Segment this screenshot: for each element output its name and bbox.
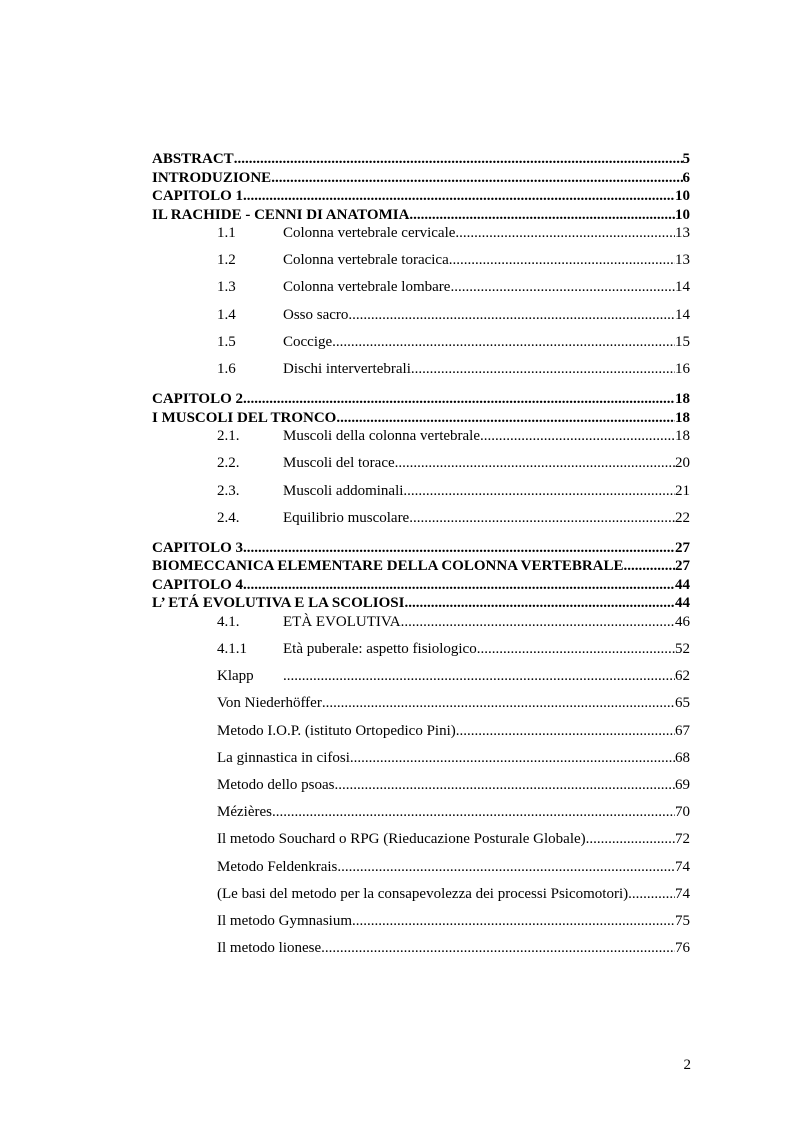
toc-dot-leader [352, 912, 675, 931]
toc-dot-leader [409, 509, 675, 528]
toc-entry-page: 67 [675, 722, 690, 739]
toc-entry[interactable] [152, 224, 690, 251]
toc-entry[interactable] [152, 409, 690, 428]
toc-entry-page: 21 [675, 482, 690, 499]
toc-entry-page: 72 [675, 831, 690, 848]
toc-entry-page: 70 [675, 804, 690, 821]
page-number: 2 [683, 1057, 691, 1073]
toc-entry-page: 18 [675, 409, 690, 426]
toc-entry-page: 13 [675, 225, 690, 241]
toc-entry[interactable] [152, 667, 690, 694]
toc-dot-leader [449, 251, 675, 270]
toc-entry-page: 27 [675, 539, 690, 556]
toc-entry-number: 2.1. [217, 428, 240, 445]
toc-entry-page: 18 [675, 391, 690, 408]
toc-dot-leader [243, 390, 675, 409]
toc-entry[interactable] [152, 539, 690, 558]
toc-dot-leader [243, 187, 675, 206]
toc-entry-page: 76 [675, 940, 690, 957]
toc-entry[interactable] [152, 251, 690, 278]
toc-entry-number: 1.2 [217, 252, 236, 269]
toc-dot-leader [350, 749, 675, 768]
toc-entry-page: 27 [675, 558, 690, 575]
toc-entry-page: 18 [675, 428, 690, 445]
toc-entry-number: 1.1 [217, 225, 236, 241]
toc-entry-number: 1.3 [217, 279, 236, 296]
toc-entry-page: 20 [675, 455, 690, 472]
toc-dot-leader [409, 206, 675, 225]
toc-entry-title: Metodo dello psoas [217, 777, 335, 793]
toc-entry-title: Muscoli del torace [283, 455, 395, 472]
toc-entry-title: CAPITOLO 2 [152, 391, 243, 408]
toc-entry[interactable] [152, 509, 690, 536]
toc-entry-title: (Le basi del metodo per la consapevolezza dei processi Psicomotori) [217, 885, 629, 902]
toc-dot-leader [456, 722, 675, 741]
toc-entry-page: 62 [675, 668, 690, 685]
toc-entry-page: 6 [682, 169, 690, 186]
toc-entry-title: Equilibrio muscolare [283, 509, 410, 526]
toc-entry-title: Il metodo lionese [217, 940, 322, 957]
toc-entry-title: CAPITOLO 1 [152, 188, 243, 204]
toc-entry[interactable] [152, 557, 690, 576]
toc-entry-page: 65 [675, 695, 690, 712]
toc-dot-leader [480, 427, 675, 446]
toc-entry-title: Metodo I.O.P. (istituto Ortopedico Pini) [217, 722, 456, 739]
toc-entry[interactable] [152, 613, 690, 640]
toc-dot-leader [586, 830, 675, 849]
toc-entry[interactable] [152, 187, 690, 206]
toc-entry-title: Metodo Feldenkrais [217, 858, 338, 875]
toc-dot-leader [335, 776, 676, 795]
toc-dot-leader [336, 409, 675, 428]
toc-entry[interactable] [152, 776, 690, 803]
toc-entry-page: 5 [682, 151, 690, 167]
toc-entry[interactable] [152, 640, 690, 667]
toc-entry-title: INTRODUZIONE [152, 169, 272, 186]
toc-dot-leader [401, 613, 675, 632]
toc-dot-leader [322, 694, 675, 713]
toc-entry-title: Von Niederhöffer [217, 695, 322, 712]
toc-entry[interactable] [152, 206, 690, 225]
toc-dot-leader [450, 278, 675, 297]
toc-entry-title: ETÀ EVOLUTIVA [283, 613, 401, 630]
toc-entry[interactable] [152, 169, 690, 188]
toc-dot-leader [272, 803, 675, 822]
toc-entry-title: L’ ETÁ EVOLUTIVA E LA SCOLIOSI [152, 595, 405, 612]
toc-entry-title: BIOMECCANICA ELEMENTARE DELLA COLONNA VERTEBRALE [152, 558, 624, 575]
toc-entry[interactable] [152, 360, 690, 387]
toc-entry-page: 46 [675, 613, 690, 630]
toc-entry-title: Muscoli addominali [283, 482, 404, 499]
toc-entry-number: 2.3. [217, 482, 240, 499]
toc-entry-page: 44 [675, 576, 690, 593]
toc-entry-number: 1.4 [217, 306, 236, 323]
toc-entry-title: Coccige [283, 333, 333, 350]
toc-dot-leader [455, 224, 675, 243]
toc-dot-leader [337, 858, 675, 877]
toc-entry-title: CAPITOLO 4 [152, 576, 243, 593]
toc-entry-number: Klapp [217, 668, 254, 685]
toc-entry-title: Muscoli della colonna vertebrale [283, 428, 481, 445]
toc-dot-leader [243, 576, 675, 595]
toc-entry-title: Colonna vertebrale toracica [283, 252, 449, 269]
toc-dot-leader [234, 150, 683, 169]
toc-dot-leader [243, 539, 675, 558]
toc-entry-page: 69 [675, 777, 690, 793]
toc-entry-page: 52 [675, 641, 690, 658]
toc-entry[interactable] [152, 594, 690, 613]
toc-entry[interactable] [152, 150, 690, 169]
toc-entry-page: 75 [675, 912, 690, 929]
toc-dot-leader [411, 360, 675, 379]
toc-entry-number: 4.1.1 [217, 641, 247, 658]
toc-entry-page: 14 [675, 306, 690, 323]
toc-entry-title: Il metodo Souchard o RPG (Rieducazione Posturale Globale) [217, 831, 586, 848]
toc-entry[interactable] [152, 278, 690, 305]
toc-entry-number: 2.2. [217, 455, 240, 472]
toc-entry[interactable] [152, 830, 690, 857]
toc-entry[interactable] [152, 333, 690, 360]
toc-entry[interactable] [152, 722, 690, 749]
toc-entry-number: 2.4. [217, 509, 240, 526]
toc-dot-leader [271, 169, 682, 188]
toc-entry-title: Mézières [217, 804, 272, 821]
toc-entry-page: 68 [675, 749, 690, 766]
toc-entry[interactable] [152, 803, 690, 830]
toc-entry-title: Colonna vertebrale cervicale [283, 225, 456, 241]
toc-entry[interactable] [152, 912, 690, 939]
toc-entry-page: 10 [675, 206, 690, 223]
toc-entry[interactable] [152, 306, 690, 333]
toc-entry[interactable] [152, 427, 690, 454]
toc-dot-leader [348, 306, 675, 325]
toc-entry-title: Colonna vertebrale lombare [283, 279, 451, 296]
toc-entry[interactable] [152, 749, 690, 776]
toc-dot-leader [332, 333, 675, 352]
toc-entry-number: 1.6 [217, 360, 236, 377]
toc-entry-title: Il metodo Gymnasium [217, 912, 352, 929]
toc-dot-leader [395, 454, 675, 473]
toc-entry-number: 1.5 [217, 333, 236, 350]
toc-entry-page: 44 [675, 595, 690, 612]
toc-dot-leader [624, 557, 675, 576]
toc-entry-page: 10 [675, 188, 690, 204]
toc-entry-title: Età puberale: aspetto fisiologico [283, 641, 477, 658]
toc-entry[interactable] [152, 390, 690, 409]
toc-entry-page: 74 [675, 885, 690, 902]
toc-entry-title: IL RACHIDE - CENNI DI ANATOMIA [152, 206, 410, 223]
toc-entry[interactable] [152, 694, 690, 721]
toc-entry-title: Osso sacro [283, 306, 349, 323]
toc-entry-page: 13 [675, 252, 690, 269]
toc-entry-page: 16 [675, 360, 690, 377]
toc-dot-leader [404, 594, 675, 613]
toc-dot-leader [477, 640, 675, 659]
toc-entry-page: 22 [675, 509, 690, 526]
toc-dot-leader [403, 482, 675, 501]
toc-dot-leader [321, 939, 675, 958]
toc-entry-page: 15 [675, 333, 690, 350]
toc-entry-title: ABSTRACT [152, 151, 234, 167]
toc-entry-title: Dischi intervertebrali [283, 360, 411, 377]
toc-dot-leader [628, 885, 675, 904]
toc-entry[interactable] [152, 454, 690, 481]
toc-entry-page: 14 [675, 279, 690, 296]
toc-entry-title: CAPITOLO 3 [152, 539, 243, 556]
toc-entry-title: La ginnastica in cifosi [217, 749, 350, 766]
toc-entry-title: I MUSCOLI DEL TRONCO [152, 409, 337, 426]
toc-dot-leader [283, 667, 675, 686]
toc-entry[interactable] [152, 885, 690, 912]
toc-entry[interactable] [152, 482, 690, 509]
table-of-contents [152, 150, 690, 966]
toc-entry[interactable] [152, 576, 690, 595]
toc-entry-number: 4.1. [217, 613, 240, 630]
toc-entry[interactable] [152, 858, 690, 885]
toc-entry-page: 74 [675, 858, 690, 875]
toc-entry[interactable] [152, 939, 690, 966]
